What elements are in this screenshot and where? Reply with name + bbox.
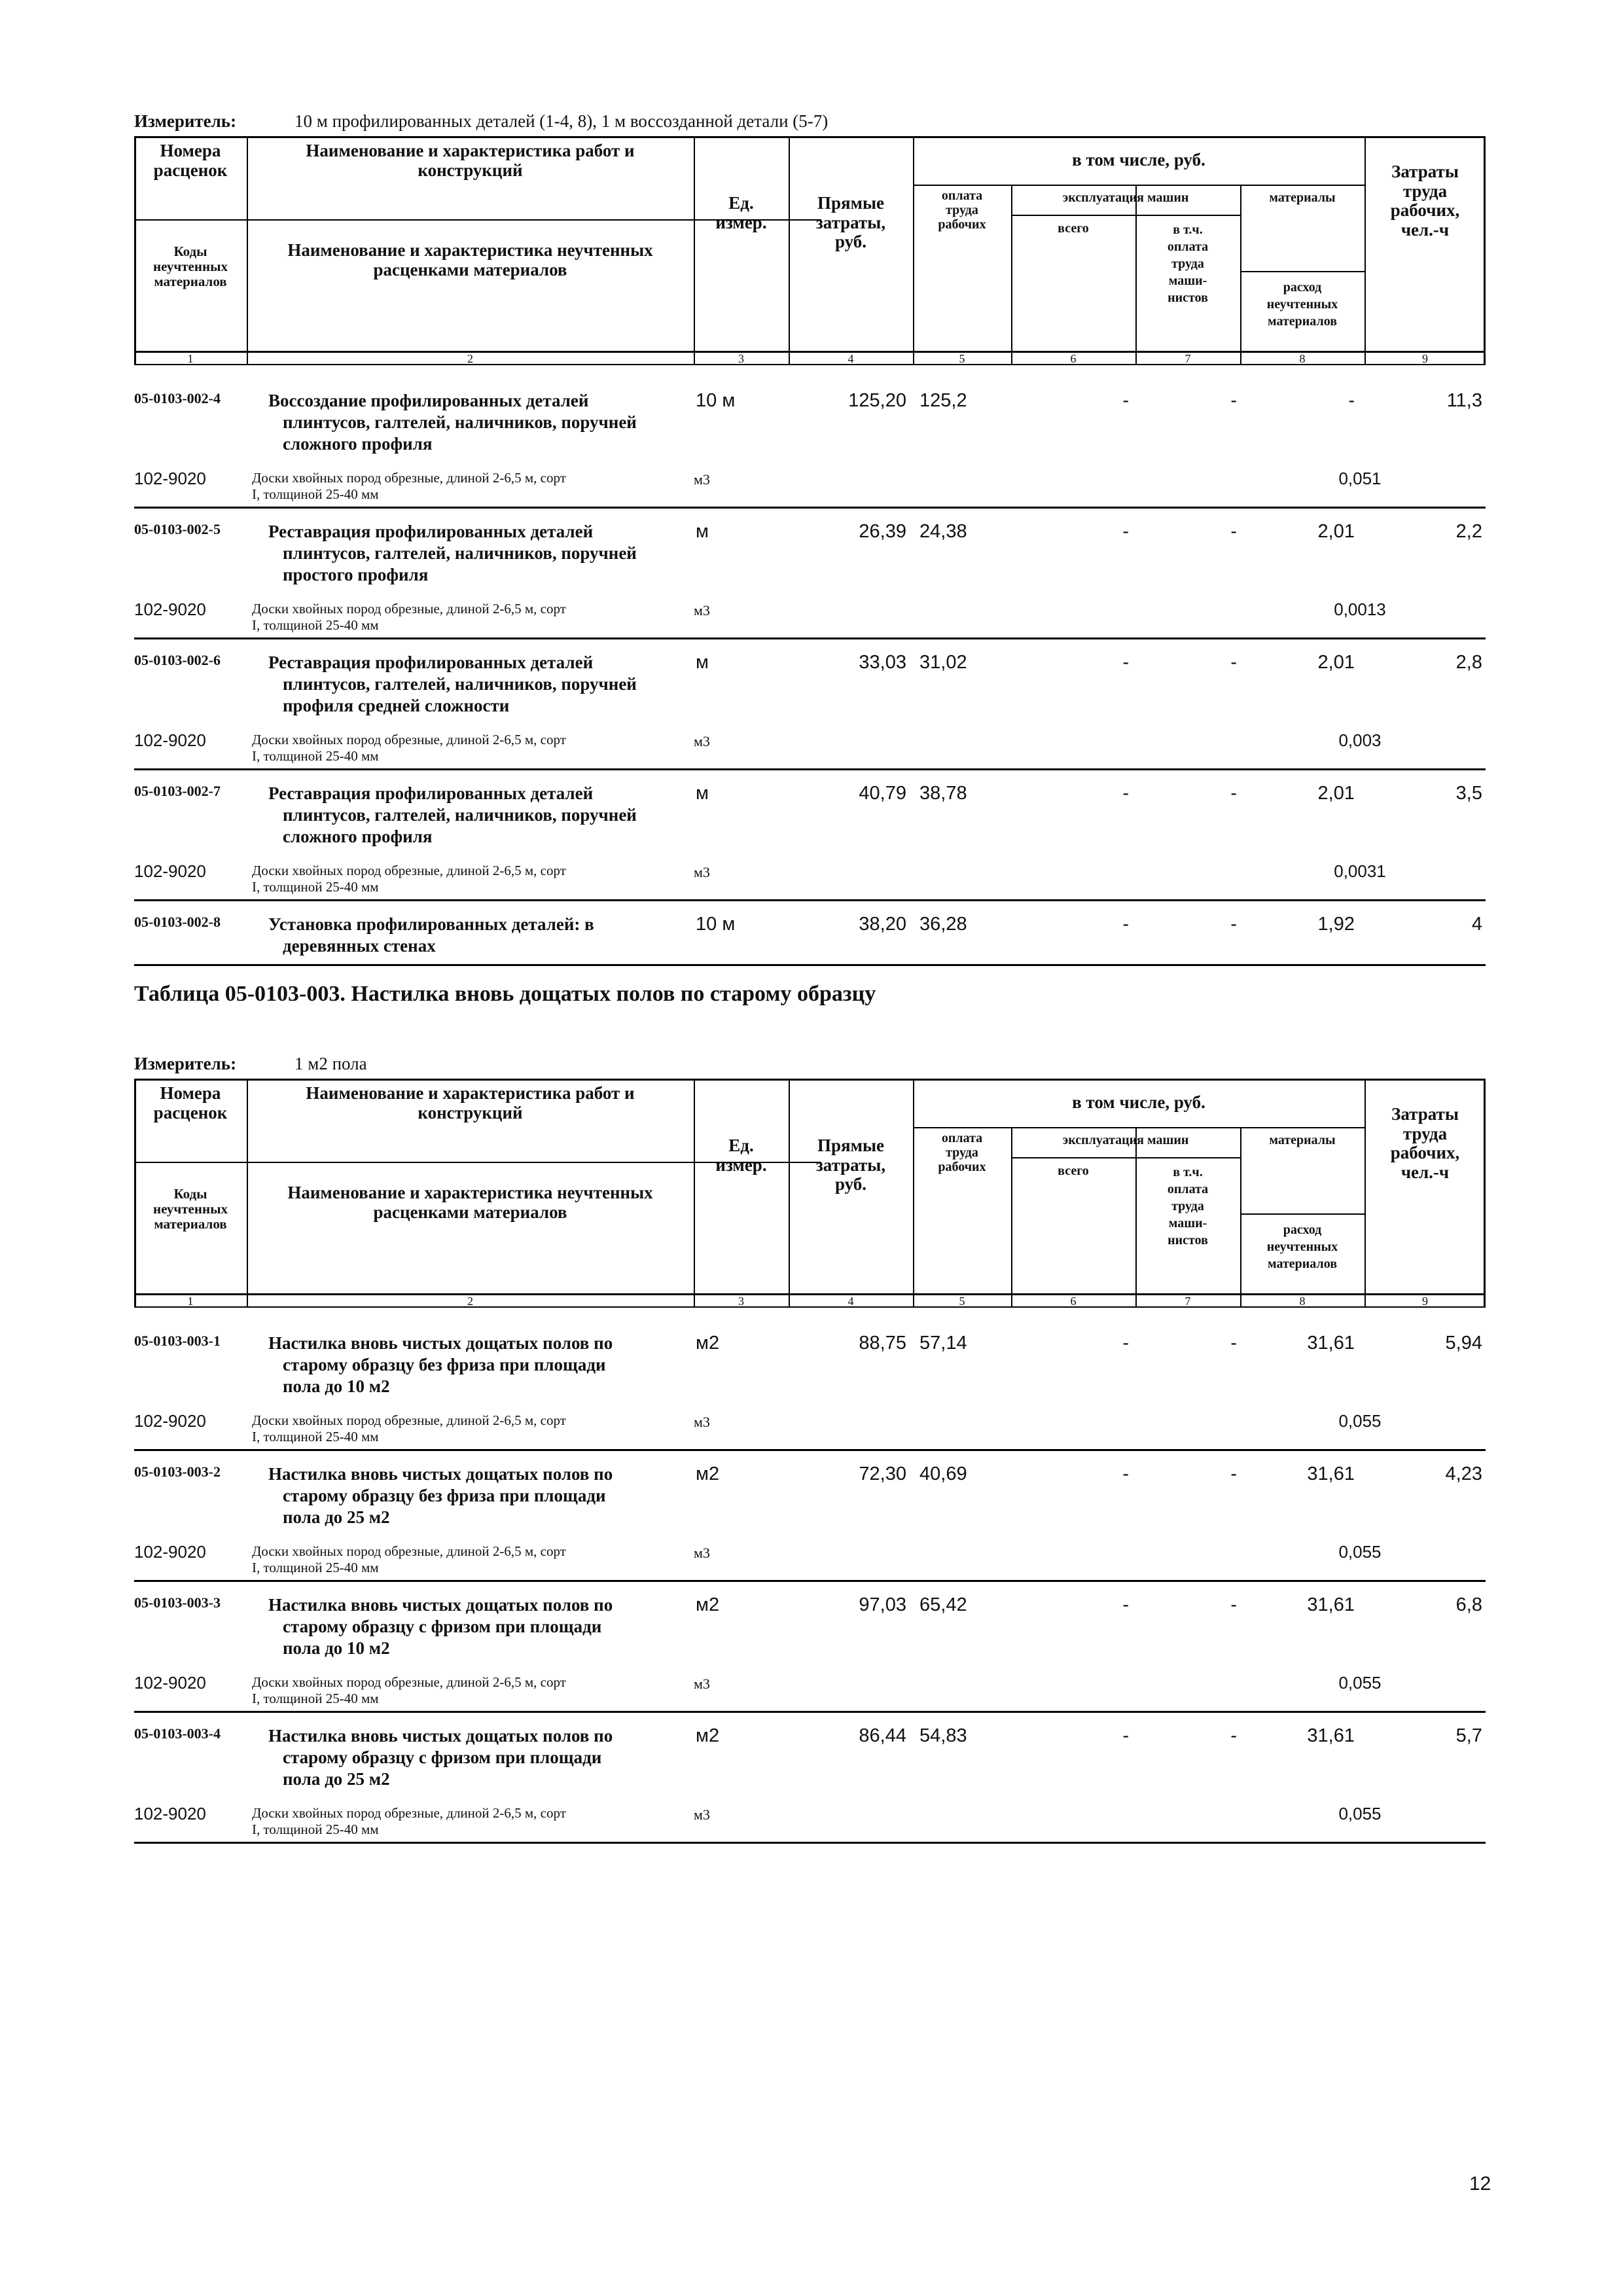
rate-code: 05-0103-003-2 <box>134 1463 221 1480</box>
text-line: Воссоздание профилированных деталей <box>268 391 589 410</box>
material-description <box>252 601 704 634</box>
text-line: Реставрация профилированных деталей <box>268 783 594 803</box>
direct-cost: 86,44 <box>859 1725 906 1746</box>
table-rule <box>1011 1157 1240 1158</box>
text-line: плинтусов, галтелей, наличников, поручней <box>283 412 637 432</box>
column-number: 5 <box>959 352 965 365</box>
text-line: Коды <box>173 243 207 259</box>
row-divider <box>134 507 1486 509</box>
column-number: 6 <box>1070 1295 1077 1308</box>
machine-cost: - <box>1122 1333 1129 1354</box>
unit: м <box>696 783 709 804</box>
text-line: материалов <box>154 1216 227 1232</box>
text-line: I, толщиной 25-40 мм <box>252 1691 379 1706</box>
text-line: расход <box>1283 280 1322 295</box>
text-line: в т.ч. <box>1173 223 1203 237</box>
unit: 10 м <box>696 914 736 935</box>
text-line: Прямые <box>817 193 885 213</box>
text-line: пола до 25 м2 <box>283 1769 390 1789</box>
hdr-wage <box>913 1131 1011 1174</box>
hdr-materials: материалы <box>1269 190 1336 205</box>
rate-code: 05-0103-002-4 <box>134 390 221 406</box>
material-cost: 2,01 <box>1317 521 1355 542</box>
table-2-header <box>134 1079 1486 1308</box>
machine-wage: - <box>1230 1594 1237 1615</box>
rate-code: 05-0103-002-6 <box>134 652 221 668</box>
text-line: Прямые <box>817 1136 885 1155</box>
hdr-direct <box>789 194 913 252</box>
text-line: расценками материалов <box>373 259 567 279</box>
text-line: I, толщиной 25-40 мм <box>252 748 379 764</box>
column-number: 8 <box>1299 1295 1306 1308</box>
text-line: материалов <box>154 274 227 290</box>
text-line: сложного профиля <box>283 434 433 454</box>
text-line: деревянных стенах <box>283 936 436 956</box>
material-unit: м3 <box>694 1676 710 1692</box>
hdr-unit <box>694 1136 789 1175</box>
table-rule <box>1011 1127 1012 1308</box>
text-line: рабочих, <box>1390 200 1460 221</box>
unit: м <box>696 521 709 542</box>
hdr-machines-total: всего <box>1058 221 1089 236</box>
text-line: плинтусов, галтелей, наличников, поручней <box>283 543 637 563</box>
unit: 10 м <box>696 390 736 411</box>
material-description <box>252 1543 704 1576</box>
text-line: Настилка вновь чистых дощатых полов по <box>268 1464 613 1484</box>
text-line: оплата <box>1167 1182 1209 1196</box>
material-unit: м3 <box>694 1806 710 1823</box>
unit: м2 <box>696 1725 720 1746</box>
text-line: I, толщиной 25-40 мм <box>252 1560 379 1575</box>
hdr-labor <box>1364 1105 1486 1183</box>
text-line: нистов <box>1168 291 1208 305</box>
labor-cost: 4,23 <box>1445 1463 1482 1484</box>
column-number: 2 <box>467 352 473 365</box>
wage-cost: 125,2 <box>919 390 967 411</box>
machine-cost: - <box>1122 390 1129 411</box>
hdr-numbers <box>134 1084 247 1122</box>
table-rule <box>913 185 1364 186</box>
text-line: затраты, <box>815 1155 886 1175</box>
hdr-name-mat <box>247 1183 694 1222</box>
text-line: I, толщиной 25-40 мм <box>252 486 379 502</box>
text-line: в т.ч. <box>1173 1165 1203 1179</box>
text-line: конструкций <box>418 1102 523 1122</box>
text-line: Затраты <box>1391 162 1459 181</box>
work-description <box>268 390 700 455</box>
hdr-incl: в том числе, руб. <box>1072 150 1205 170</box>
labor-cost: 2,2 <box>1455 521 1482 542</box>
material-code: 102-9020 <box>134 1804 206 1823</box>
column-number: 4 <box>847 352 854 365</box>
hdr-incl: в том числе, руб. <box>1072 1092 1205 1112</box>
hdr-name-mat <box>247 241 694 279</box>
text-line: чел.-ч <box>1400 1162 1450 1183</box>
text-line: неучтенных <box>1266 1240 1338 1254</box>
material-description <box>252 1412 704 1445</box>
unit: м2 <box>696 1463 720 1484</box>
text-line: простого профиля <box>283 565 429 584</box>
text-line: труда <box>946 203 978 217</box>
text-line: рабочих <box>938 217 986 232</box>
labor-cost: 6,8 <box>1455 1594 1482 1615</box>
text-line: труда <box>1402 181 1448 201</box>
table-rule <box>694 1079 695 1308</box>
text-line: старому образцу без фриза при площади <box>283 1355 606 1374</box>
labor-cost: 11,3 <box>1446 390 1482 411</box>
row-divider <box>134 637 1486 639</box>
text-line: неучтенных <box>153 1201 228 1217</box>
text-line: материалов <box>1267 314 1337 329</box>
machine-wage: - <box>1230 1725 1237 1746</box>
row-divider <box>134 1449 1486 1451</box>
text-line: профиля средней сложности <box>283 696 510 715</box>
machine-wage: - <box>1230 652 1237 673</box>
text-line: I, толщиной 25-40 мм <box>252 617 379 633</box>
column-number: 2 <box>467 1295 473 1308</box>
text-line: Доски хвойных пород обрезные, длиной 2-6,5 м, сорт <box>252 863 566 878</box>
table-rule <box>1011 185 1012 365</box>
work-description <box>268 1333 700 1397</box>
text-line: маши- <box>1168 1216 1207 1230</box>
hdr-name <box>247 1084 694 1122</box>
column-number: 1 <box>187 352 194 365</box>
text-line: Настилка вновь чистых дощатых полов по <box>268 1595 613 1615</box>
column-number: 8 <box>1299 352 1306 365</box>
direct-cost: 33,03 <box>859 652 906 673</box>
text-line: Наименование и характеристика работ и <box>306 1083 635 1103</box>
table-rule <box>913 136 914 365</box>
machine-cost: - <box>1122 1725 1129 1746</box>
labor-cost: 3,5 <box>1455 783 1482 804</box>
machine-wage: - <box>1230 1333 1237 1354</box>
material-unit: м3 <box>694 1545 710 1561</box>
text-line: Настилка вновь чистых дощатых полов по <box>268 1726 613 1746</box>
meter-line-2 <box>134 1054 367 1074</box>
direct-cost: 125,20 <box>848 390 906 411</box>
column-number: 5 <box>959 1295 965 1308</box>
hdr-machines-total: всего <box>1058 1164 1089 1178</box>
text-line: труда <box>1402 1123 1448 1143</box>
wage-cost: 40,69 <box>919 1463 967 1484</box>
column-number: 7 <box>1185 352 1191 365</box>
wage-cost: 38,78 <box>919 783 967 804</box>
table-rule <box>913 1127 1364 1128</box>
meter-line-1 <box>134 111 828 132</box>
text-line: материалов <box>1267 1257 1337 1271</box>
text-line: сложного профиля <box>283 827 433 846</box>
material-rate: 0,051 <box>1338 469 1382 488</box>
table-2-title: Таблица 05-0103-003. Настилка вновь дощатых полов по старому образцу <box>134 982 876 1006</box>
rate-code: 05-0103-003-3 <box>134 1594 221 1611</box>
text-line: Наименование и характеристика работ и <box>306 141 635 160</box>
material-cost: 31,61 <box>1307 1594 1355 1615</box>
text-line: Наименование и характеристика неучтенных <box>287 1183 653 1202</box>
wage-cost: 24,38 <box>919 521 967 542</box>
column-number: 9 <box>1422 1295 1428 1308</box>
material-description <box>252 863 704 895</box>
unit: м2 <box>696 1333 720 1354</box>
text-line: конструкций <box>418 160 523 180</box>
rate-code: 05-0103-003-1 <box>134 1333 221 1349</box>
machine-wage: - <box>1230 521 1237 542</box>
text-line: расценок <box>153 1102 228 1122</box>
material-cost: 31,61 <box>1307 1725 1355 1746</box>
column-number: 3 <box>738 1295 744 1308</box>
rate-code: 05-0103-003-4 <box>134 1725 221 1742</box>
text-line: I, толщиной 25-40 мм <box>252 879 379 895</box>
material-unit: м3 <box>694 733 710 749</box>
machine-cost: - <box>1122 521 1129 542</box>
text-line: Номера <box>160 141 221 160</box>
text-line: старому образцу с фризом при площади <box>283 1748 602 1767</box>
text-line: пола до 10 м2 <box>283 1376 390 1396</box>
text-line: измер. <box>715 212 767 232</box>
direct-cost: 72,30 <box>859 1463 906 1484</box>
text-line: расход <box>1283 1223 1322 1237</box>
material-rate: 0,055 <box>1338 1804 1382 1823</box>
hdr-materials: материалы <box>1269 1133 1336 1147</box>
column-number: 1 <box>187 1295 194 1308</box>
text-line: труда <box>1171 1199 1204 1213</box>
meter-label: Измеритель: <box>134 1054 237 1073</box>
hdr-consumption <box>1240 279 1364 330</box>
machine-cost: - <box>1122 783 1129 804</box>
material-description <box>252 470 704 503</box>
labor-cost: 5,7 <box>1455 1725 1482 1746</box>
machine-wage: - <box>1230 914 1237 935</box>
text-line: Доски хвойных пород обрезные, длиной 2-6,5 м, сорт <box>252 732 566 747</box>
column-number: 6 <box>1070 352 1077 365</box>
hdr-machines: эксплуатация машин <box>1062 190 1189 205</box>
hdr-name <box>247 141 694 180</box>
text-line: пола до 25 м2 <box>283 1507 390 1527</box>
text-line: Реставрация профилированных деталей <box>268 522 594 541</box>
text-line: Настилка вновь чистых дощатых полов по <box>268 1333 613 1353</box>
material-code: 102-9020 <box>134 1411 206 1431</box>
wage-cost: 31,02 <box>919 652 967 673</box>
material-cost: 31,61 <box>1307 1463 1355 1484</box>
text-line: Затраты <box>1391 1104 1459 1124</box>
hdr-labor <box>1364 162 1486 240</box>
table-1-header <box>134 136 1486 365</box>
text-line: чел.-ч <box>1400 220 1450 240</box>
text-line: оплата <box>941 1131 983 1145</box>
labor-cost: 4 <box>1471 914 1482 935</box>
rate-code: 05-0103-002-8 <box>134 914 221 930</box>
material-cost: - <box>1348 390 1355 411</box>
text-line: неучтенных <box>1266 297 1338 312</box>
machine-cost: - <box>1122 914 1129 935</box>
meter-value: 1 м2 пола <box>294 1054 367 1073</box>
material-code: 102-9020 <box>134 730 206 750</box>
direct-cost: 40,79 <box>859 783 906 804</box>
unit: м2 <box>696 1594 720 1615</box>
material-rate: 0,0013 <box>1334 600 1386 619</box>
work-description <box>268 1463 700 1528</box>
material-code: 102-9020 <box>134 1673 206 1693</box>
work-description <box>268 652 700 717</box>
row-divider <box>134 1580 1486 1582</box>
wage-cost: 65,42 <box>919 1594 967 1615</box>
material-description <box>252 1674 704 1707</box>
text-line: расценок <box>153 160 228 180</box>
unit: м <box>696 652 709 673</box>
text-line: пола до 10 м2 <box>283 1638 390 1658</box>
work-description <box>268 521 700 586</box>
text-line: Доски хвойных пород обрезные, длиной 2-6,5 м, сорт <box>252 1674 566 1690</box>
text-line: старому образцу без фриза при площади <box>283 1486 606 1505</box>
text-line: оплата <box>941 188 983 203</box>
material-code: 102-9020 <box>134 861 206 881</box>
table-rule <box>1240 271 1364 272</box>
meter-value: 10 м профилированных деталей (1-4, 8), 1 м воссозданной детали (5-7) <box>294 111 829 131</box>
hdr-direct <box>789 1136 913 1194</box>
table-rule <box>1240 1213 1364 1215</box>
work-description <box>268 783 700 848</box>
table-rule <box>913 1079 914 1308</box>
text-line: руб. <box>834 1174 867 1194</box>
column-number: 9 <box>1422 352 1428 365</box>
table-rule <box>694 136 695 365</box>
direct-cost: 26,39 <box>859 521 906 542</box>
table-rule <box>1011 215 1240 216</box>
direct-cost: 38,20 <box>859 914 906 935</box>
table-rule <box>1240 1127 1241 1308</box>
text-line: I, толщиной 25-40 мм <box>252 1821 379 1837</box>
rate-code: 05-0103-002-7 <box>134 783 221 799</box>
text-line: плинтусов, галтелей, наличников, поручней <box>283 805 637 825</box>
column-number: 7 <box>1185 1295 1191 1308</box>
column-number: 4 <box>847 1295 854 1308</box>
row-divider <box>134 964 1486 966</box>
text-line: расценками материалов <box>373 1202 567 1222</box>
hdr-consumption <box>1240 1221 1364 1272</box>
material-unit: м3 <box>694 471 710 488</box>
wage-cost: 36,28 <box>919 914 967 935</box>
material-cost: 1,92 <box>1317 914 1355 935</box>
text-line: Ед. <box>728 193 754 213</box>
machine-cost: - <box>1122 1594 1129 1615</box>
text-line: оплата <box>1167 240 1209 254</box>
hdr-codes <box>134 1187 247 1232</box>
rate-code: 05-0103-002-5 <box>134 521 221 537</box>
machine-wage: - <box>1230 783 1237 804</box>
text-line: неучтенных <box>153 259 228 275</box>
hdr-machines-incl <box>1135 1164 1240 1249</box>
row-divider <box>134 1842 1486 1844</box>
meter-label: Измеритель: <box>134 111 237 131</box>
text-line: измер. <box>715 1155 767 1175</box>
material-rate: 0,055 <box>1338 1673 1382 1693</box>
column-number: 3 <box>738 352 744 365</box>
material-unit: м3 <box>694 1414 710 1430</box>
text-line: труда <box>946 1145 978 1160</box>
material-description <box>252 1805 704 1838</box>
text-line: рабочих, <box>1390 1143 1460 1163</box>
material-code: 102-9020 <box>134 1542 206 1562</box>
material-rate: 0,055 <box>1338 1411 1382 1431</box>
wage-cost: 54,83 <box>919 1725 967 1746</box>
text-line: Наименование и характеристика неучтенных <box>287 240 653 260</box>
text-line: плинтусов, галтелей, наличников, поручней <box>283 674 637 694</box>
labor-cost: 5,94 <box>1445 1333 1482 1354</box>
direct-cost: 97,03 <box>859 1594 906 1615</box>
work-description <box>268 914 700 957</box>
text-line: маши- <box>1168 274 1207 288</box>
labor-cost: 2,8 <box>1455 652 1482 673</box>
text-line: Доски хвойных пород обрезные, длиной 2-6,5 м, сорт <box>252 1543 566 1559</box>
row-divider <box>134 899 1486 901</box>
wage-cost: 57,14 <box>919 1333 967 1354</box>
text-line: Коды <box>173 1186 207 1202</box>
material-cost: 2,01 <box>1317 783 1355 804</box>
work-description <box>268 1725 700 1790</box>
hdr-unit <box>694 194 789 232</box>
machine-wage: - <box>1230 1463 1237 1484</box>
material-code: 102-9020 <box>134 469 206 488</box>
text-line: Установка профилированных деталей: в <box>268 914 594 934</box>
material-description <box>252 732 704 764</box>
row-divider <box>134 1711 1486 1713</box>
text-line: I, толщиной 25-40 мм <box>252 1429 379 1444</box>
material-rate: 0,055 <box>1338 1542 1382 1562</box>
material-unit: м3 <box>694 864 710 880</box>
text-line: нистов <box>1168 1233 1208 1247</box>
hdr-machines-incl <box>1135 221 1240 306</box>
hdr-codes <box>134 244 247 289</box>
text-line: Доски хвойных пород обрезные, длиной 2-6,5 м, сорт <box>252 470 566 486</box>
text-line: Доски хвойных пород обрезные, длиной 2-6,5 м, сорт <box>252 1412 566 1428</box>
machine-wage: - <box>1230 390 1237 411</box>
text-line: Номера <box>160 1083 221 1103</box>
table-rule <box>1240 185 1241 365</box>
page-number: 12 <box>1469 2173 1491 2195</box>
text-line: рабочих <box>938 1160 986 1174</box>
text-line: Ед. <box>728 1136 754 1155</box>
machine-cost: - <box>1122 652 1129 673</box>
material-rate: 0,003 <box>1338 730 1382 750</box>
hdr-numbers <box>134 141 247 180</box>
material-cost: 2,01 <box>1317 652 1355 673</box>
text-line: затраты, <box>815 212 886 232</box>
text-line: Реставрация профилированных деталей <box>268 653 594 672</box>
table-rule <box>134 136 1486 138</box>
direct-cost: 88,75 <box>859 1333 906 1354</box>
material-cost: 31,61 <box>1307 1333 1355 1354</box>
text-line: Доски хвойных пород обрезные, длиной 2-6,5 м, сорт <box>252 601 566 617</box>
material-code: 102-9020 <box>134 600 206 619</box>
table-rule <box>134 1079 1486 1081</box>
machine-cost: - <box>1122 1463 1129 1484</box>
text-line: старому образцу с фризом при площади <box>283 1617 602 1636</box>
text-line: руб. <box>834 232 867 252</box>
work-description <box>268 1594 700 1659</box>
text-line: труда <box>1171 257 1204 271</box>
hdr-wage <box>913 188 1011 232</box>
material-rate: 0,0031 <box>1334 861 1386 881</box>
text-line: Доски хвойных пород обрезные, длиной 2-6,5 м, сорт <box>252 1805 566 1821</box>
row-divider <box>134 768 1486 770</box>
hdr-machines: эксплуатация машин <box>1062 1133 1189 1147</box>
material-unit: м3 <box>694 602 710 619</box>
